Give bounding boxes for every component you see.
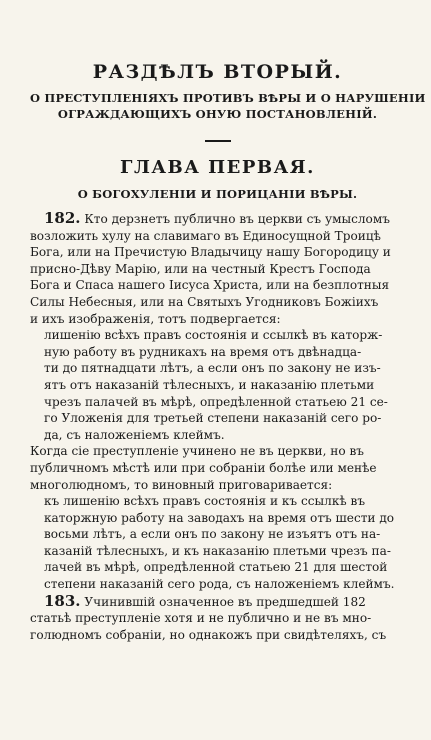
text-line: статьѣ преступленіе хотя и не публично и не въ мно- bbox=[30, 611, 372, 626]
text-line: публичномъ мѣстѣ или при собраніи болѣе или менѣе bbox=[30, 460, 377, 475]
article-183-first-line bbox=[30, 593, 405, 611]
penalty-line: каторжную работу на заводахъ на время отъ шести до bbox=[44, 510, 395, 525]
penalty-line: да, съ наложеніемъ клеймъ. bbox=[44, 427, 225, 442]
section-subtitle-line: О ПРЕСТУПЛЕНІЯХЪ ПРОТИВЪ ВѢРЫ И О НАРУШЕНІИ bbox=[30, 91, 426, 105]
article-182 bbox=[30, 210, 405, 593]
text-line: Учинившій означенное въ предшедшей 182 bbox=[84, 594, 366, 609]
section-subtitle-line: ОГРАЖДАЮЩИХЪ ОНУЮ ПОСТАНОВЛЕНІЙ. bbox=[57, 107, 378, 121]
penalty-line: го Уложенія для третьей степени наказаній сего ро- bbox=[44, 411, 382, 426]
penalty-line: чрезъ палачей въ мѣрѣ, опредѣленной статьею 21 се- bbox=[44, 394, 388, 409]
penalty-line: ти до пятнадцати лѣтъ, а если онъ по закону не изъ- bbox=[44, 361, 381, 376]
section-title: РАЗДѢЛЪ ВТОРЫЙ. bbox=[92, 61, 343, 83]
text-line: Бога и Спаса нашего Іисуса Христа, или на безплотныя bbox=[30, 278, 390, 293]
text-line: голюдномъ собраніи, но однакожъ при свидѣтеляхъ, съ bbox=[30, 627, 387, 642]
text-line: присно-Дѣву Марію, или на честный Крестъ Господа bbox=[30, 261, 371, 276]
penalty-line: степени наказаній сего рода, съ наложеніемъ клеймъ. bbox=[44, 577, 395, 592]
article-182-first-line bbox=[30, 210, 405, 228]
penalty-line: къ лишенію всѣхъ правъ состоянія и къ ссылкѣ въ bbox=[44, 494, 366, 509]
penalty-line: ятъ отъ наказаній тѣлесныхъ, и наказанію плетьми bbox=[44, 377, 375, 392]
text-line: многолюдномъ, то виновный приговаривается: bbox=[30, 477, 333, 492]
penalty-line: ную работу въ рудникахъ на время отъ двѣнадца- bbox=[44, 344, 362, 359]
text-line: Силы Небесныя, или на Святыхъ Угодниковъ Божіихъ bbox=[30, 294, 379, 309]
text-line: возложить хулу на славимаго въ Единосущной Троицѣ bbox=[30, 228, 381, 243]
chapter-subtitle: О БОГОХУЛЕНІИ И ПОРИЦАНІИ ВѢРЫ. bbox=[77, 187, 358, 201]
penalty-line: лишенію всѣхъ правъ состоянія и ссылкѣ въ каторж- bbox=[44, 328, 383, 343]
chapter-title: ГЛАВА ПЕРВАЯ. bbox=[120, 157, 315, 178]
text-line: Бога, или на Пречистую Владычицу нашу Богородицу и bbox=[30, 245, 391, 260]
section-subtitle bbox=[30, 90, 426, 122]
divider-rule bbox=[205, 140, 231, 142]
penalty-line: восьми лѣтъ, а если онъ по закону не изъятъ отъ на- bbox=[44, 527, 381, 542]
penalty-line: лачей въ мѣрѣ, опредѣленной статьею 21 для шестой bbox=[44, 560, 388, 575]
article-number: 183. bbox=[44, 591, 81, 610]
text-line: Кто дерзнетъ публично въ церкви съ умысломъ bbox=[84, 212, 390, 226]
article-183 bbox=[30, 593, 405, 644]
text-line: Когда сіе преступленіе учинено не въ церкви, но въ bbox=[30, 444, 364, 459]
text-line: и ихъ изображенія, тотъ подвергается: bbox=[30, 311, 281, 326]
penalty-line: казаній тѣлесныхъ, и къ наказанію плетьми чрезъ па- bbox=[44, 543, 391, 558]
article-number: 182. bbox=[44, 209, 81, 227]
